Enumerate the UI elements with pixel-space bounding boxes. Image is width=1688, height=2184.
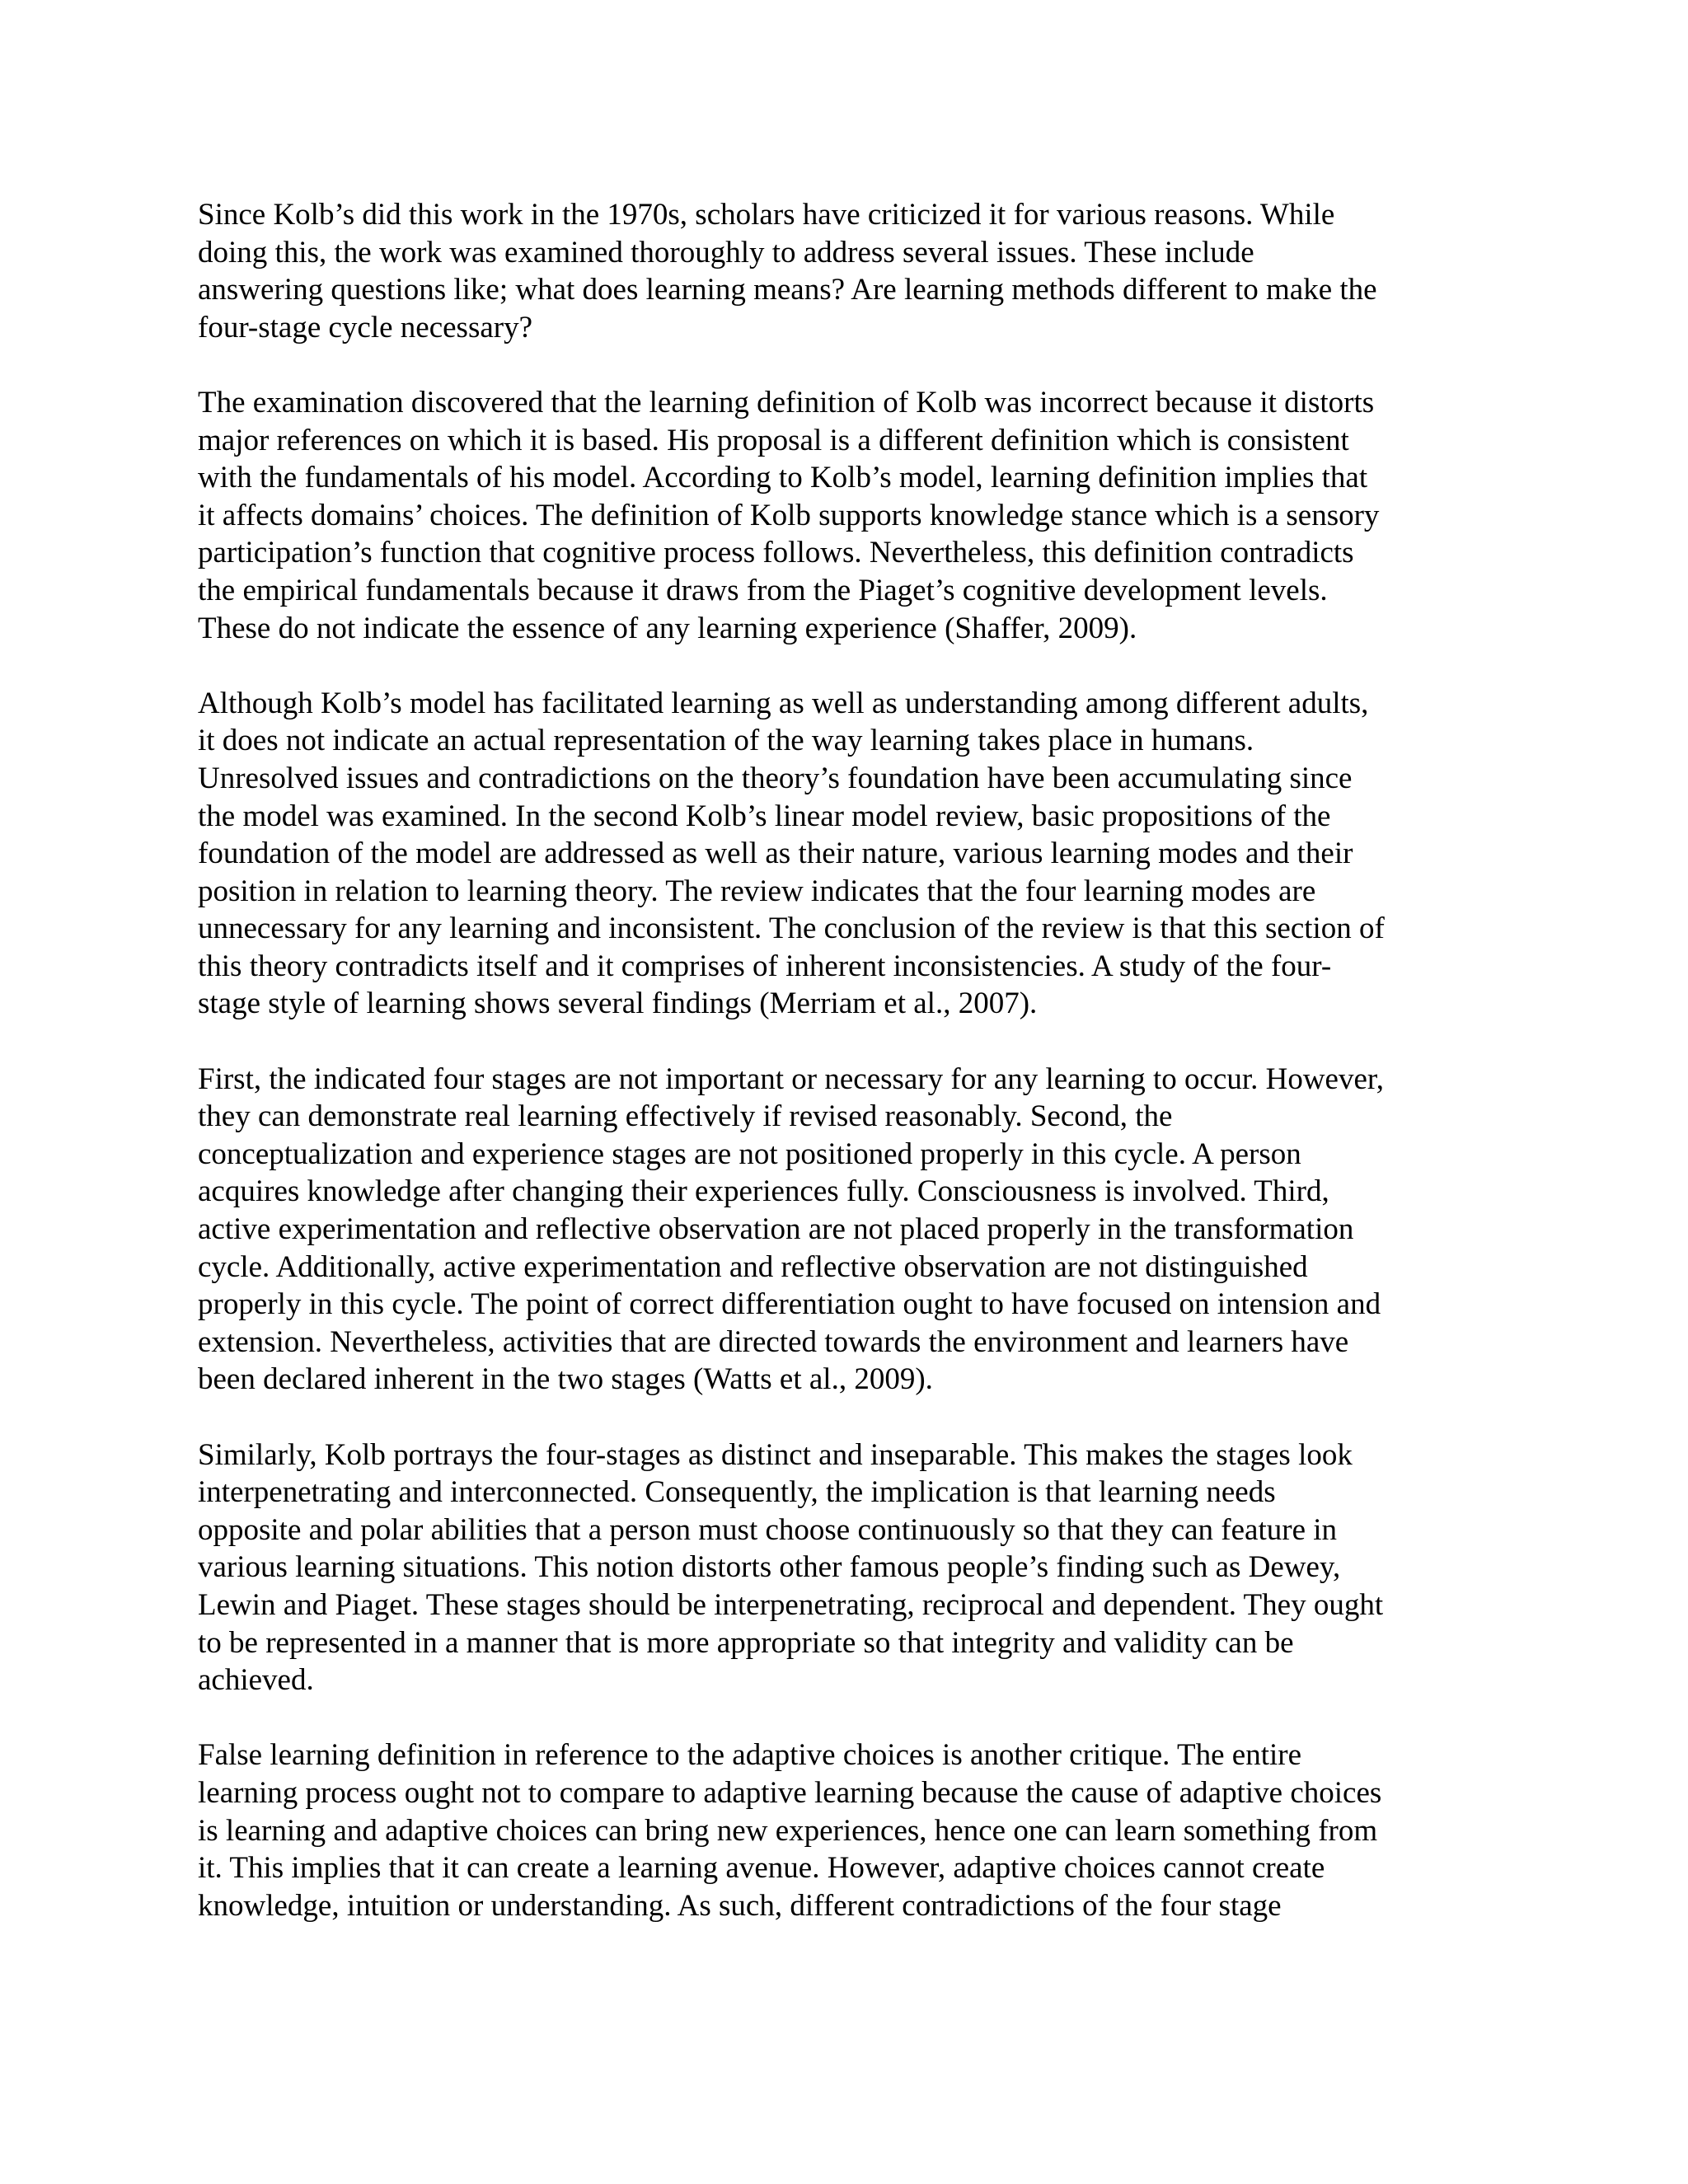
text-line: Since Kolb’s did this work in the 1970s, scholars have criticized it for various reasons. While: [198, 198, 1335, 232]
text-line: doing this, the work was examined thoroughly to address several issues. These include: [198, 235, 1254, 269]
text-line: participation’s function that cognitive process follows. Nevertheless, this definition contradicts: [198, 536, 1354, 570]
text-line: unnecessary for any learning and inconsistent. The conclusion of the review is that this section of: [198, 912, 1385, 946]
text-line: this theory contradicts itself and it comprises of inherent inconsistencies. A study of the four-: [198, 949, 1332, 983]
text-line: it. This implies that it can create a learning avenue. However, adaptive choices cannot create: [198, 1851, 1325, 1886]
text-line: four-stage cycle necessary?: [198, 310, 533, 344]
paragraph-5: [198, 1436, 1500, 1699]
paragraph-2: [198, 384, 1500, 647]
text-line: various learning situations. This notion distorts other famous people’s finding such as Dewey,: [198, 1550, 1341, 1585]
paragraph-3: [198, 685, 1500, 1023]
paragraph-1: [198, 196, 1500, 346]
text-line: is learning and adaptive choices can bring new experiences, hence one can learn something from: [198, 1813, 1378, 1848]
text-line: it affects domains’ choices. The definition of Kolb supports knowledge stance which is a sensory: [198, 498, 1380, 532]
text-line: knowledge, intuition or understanding. As such, different contradictions of the four stage: [198, 1888, 1282, 1923]
text-line: Unresolved issues and contradictions on the theory’s foundation have been accumulating since: [198, 761, 1353, 795]
text-line: False learning definition in reference to the adaptive choices is another critique. The entire: [198, 1738, 1302, 1773]
text-line: learning process ought not to compare to adaptive learning because the cause of adaptive choices: [198, 1775, 1382, 1810]
text-line: cycle. Additionally, active experimentation and reflective observation are not distinguished: [198, 1249, 1308, 1284]
text-line: with the fundamentals of his model. According to Kolb’s model, learning definition implies that: [198, 461, 1368, 495]
text-line: been declared inherent in the two stages (Watts et al., 2009).: [198, 1362, 933, 1397]
text-line: position in relation to learning theory. The review indicates that the four learning modes are: [198, 874, 1316, 908]
text-line: extension. Nevertheless, activities that are directed towards the environment and learners have: [198, 1324, 1349, 1359]
text-line: to be represented in a manner that is more appropriate so that integrity and validity can be: [198, 1625, 1294, 1660]
text-line: Lewin and Piaget. These stages should be interpenetrating, reciprocal and dependent. They ought: [198, 1587, 1384, 1622]
text-line: the model was examined. In the second Kolb’s linear model review, basic propositions of the: [198, 799, 1331, 833]
text-line: they can demonstrate real learning effectively if revised reasonably. Second, the: [198, 1099, 1173, 1134]
text-line: answering questions like; what does learning means? Are learning methods different to make the: [198, 273, 1377, 307]
text-line: the empirical fundamentals because it draws from the Piaget’s cognitive development levels.: [198, 573, 1328, 607]
text-line: acquires knowledge after changing their experiences fully. Consciousness is involved. Third,: [198, 1174, 1329, 1209]
paragraph-4: [198, 1061, 1500, 1399]
text-line: major references on which it is based. His proposal is a different definition which is consistent: [198, 423, 1349, 457]
paragraph-6: [198, 1736, 1500, 1924]
text-line: it does not indicate an actual representation of the way learning takes place in humans.: [198, 724, 1254, 758]
text-line: foundation of the model are addressed as well as their nature, various learning modes and their: [198, 837, 1353, 871]
text-line: First, the indicated four stages are not important or necessary for any learning to occur. However,: [198, 1062, 1384, 1096]
text-line: interpenetrating and interconnected. Consequently, the implication is that learning needs: [198, 1475, 1276, 1510]
text-line: Although Kolb’s model has facilitated learning as well as understanding among different adults,: [198, 686, 1369, 720]
text-line: The examination discovered that the learning definition of Kolb was incorrect because it distorts: [198, 385, 1375, 419]
text-line: These do not indicate the essence of any learning experience (Shaffer, 2009).: [198, 611, 1137, 645]
text-line: conceptualization and experience stages are not positioned properly in this cycle. A person: [198, 1137, 1301, 1171]
text-line: properly in this cycle. The point of correct differentiation ought to have focused on intension and: [198, 1287, 1381, 1322]
document-body: [198, 196, 1500, 1962]
text-line: stage style of learning shows several findings (Merriam et al., 2007).: [198, 987, 1038, 1021]
text-line: active experimentation and reflective observation are not placed properly in the transformation: [198, 1212, 1354, 1247]
text-line: Similarly, Kolb portrays the four-stages as distinct and inseparable. This makes the stages look: [198, 1437, 1353, 1472]
text-line: achieved.: [198, 1663, 314, 1698]
text-line: opposite and polar abilities that a person must choose continuously so that they can feature in: [198, 1512, 1338, 1547]
